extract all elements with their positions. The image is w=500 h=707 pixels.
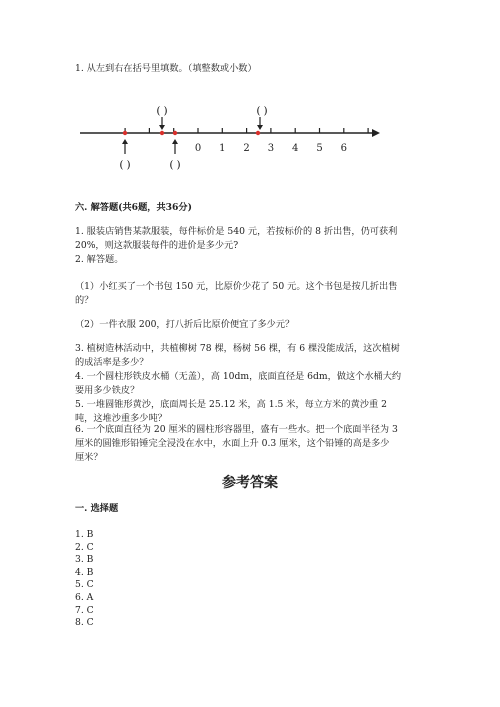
section6-line: 厘米的圆锥形铅锤完全浸没在水中，水面上升 0.3 厘米，这个铅锤的高是多少	[75, 438, 390, 449]
tick-label: 6	[340, 143, 347, 154]
section6-line: 的成活率是多少？	[75, 357, 149, 368]
number-line-tick-labels	[195, 143, 347, 154]
answers-title: 参考答案	[222, 475, 278, 491]
bracket-bottom-2: ( )	[169, 160, 181, 171]
section6-heading: 六. 解答题(共6题，共36分)	[75, 202, 192, 213]
arrow-up-icon	[122, 139, 128, 144]
bracket-top-1: ( )	[156, 106, 168, 117]
bracket-bottom-1: ( )	[119, 160, 131, 171]
answer-item: 3. B	[75, 554, 94, 566]
section6-line: 20%，则这款服装每件的进价是多少元?	[75, 240, 239, 251]
answer-item: 5. C	[75, 579, 94, 591]
section6-line: 厘米？	[75, 452, 103, 463]
answer-item: 2. C	[75, 541, 94, 553]
section6-line: 5. 一堆圆锥形黄沙，底面周长是 25.12 米，高 1.5 米，每立方米的黄沙重 2	[75, 399, 387, 410]
answer-item: 8. C	[75, 617, 94, 629]
answers-heading: 一. 选择题	[75, 503, 119, 514]
section6-line: 3. 植树造林活动中，共植柳树 78 棵，杨树 56 棵，有 6 棵没能成活，这次植树	[75, 343, 400, 354]
arrow-down-icon	[159, 125, 165, 130]
number-line-arrow	[372, 129, 380, 137]
section6-line: （1）小红买了一个书包 150 元，比原价少花了 50 元。这个书包是按几折出售	[75, 281, 398, 292]
answer-item: 4. B	[75, 566, 94, 578]
tick-label: 5	[316, 143, 323, 154]
answer-item: 1. B	[75, 529, 94, 540]
tick-label: 2	[243, 143, 250, 154]
q1-text: 1. 从左到右在括号里填数。（填整数或小数）	[75, 63, 257, 74]
section6-line: 4. 一个圆柱形铁皮水桶（无盖），高 10dm，底面直径是 6dm，做这个水桶大约	[75, 371, 402, 382]
marker-point	[256, 131, 260, 135]
section6-line: 1. 服装店销售某款服装，每件标价是 540 元，若按标价的 8 折出售，仍可获利	[75, 226, 398, 237]
arrow-up-icon	[172, 139, 178, 144]
number-line	[0, 0, 500, 200]
answer-item: 6. A	[75, 592, 94, 603]
section6-line: 要用多少铁皮？	[75, 385, 140, 396]
marker-point	[160, 131, 164, 135]
section6-line: 6. 一个底面直径为 20 厘米的圆柱形容器里，盛有一些水。把一个底面半径为 3	[75, 424, 398, 435]
arrow-down-icon	[257, 125, 263, 130]
section6-line: 吨，这堆沙重多少吨？	[75, 413, 167, 424]
section6-line: （2）一件衣服 200，打八折后比原价便宜了多少元？	[75, 319, 295, 330]
marker-point	[173, 131, 177, 135]
answer-item: 7. C	[75, 604, 94, 616]
tick-label: 0	[194, 143, 202, 154]
tick-label: 1	[219, 143, 226, 154]
section6-line: 2. 解答题。	[75, 254, 124, 265]
tick-label: 4	[292, 143, 299, 154]
tick-label: 3	[267, 143, 275, 154]
bracket-top-2: ( )	[256, 106, 268, 117]
marker-point	[123, 131, 127, 135]
section6-line: 的？	[75, 295, 94, 306]
